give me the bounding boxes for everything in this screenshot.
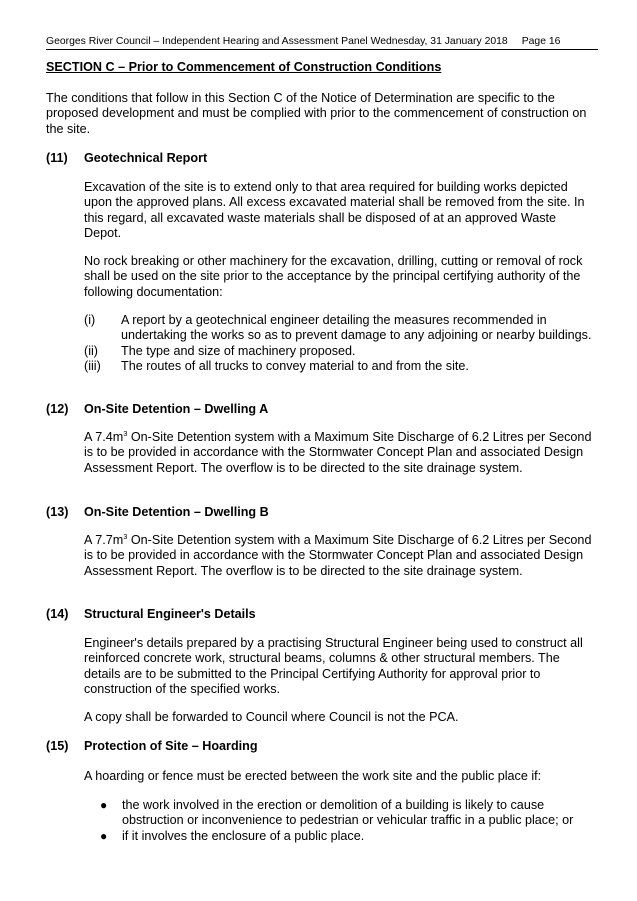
condition-title: Structural Engineer's Details	[84, 607, 256, 621]
superscript: 3	[123, 532, 128, 541]
condition-paragraph: Excavation of the site is to extend only to that area required for building works depicted upon the approved plans. All excess excavated material shall be removed from the site. In this regard, all excavated waste materials shall be disposed of at an approved Waste Depot.	[84, 180, 585, 240]
header-text: Georges River Council – Independent Hearing and Assessment Panel Wednesday, 31 January 2018	[46, 36, 508, 47]
list-item-text: A report by a geotechnical engineer detailing the measures recommended in undertaking the works so as to prevent damage to any adjoining or nearby buildings.	[121, 313, 592, 343]
superscript: 3	[123, 429, 128, 438]
condition-title: Protection of Site – Hoarding	[84, 739, 258, 753]
condition-paragraph: A hoarding or fence must be erected between the work site and the public place if:	[84, 769, 542, 783]
condition-number: (11)	[46, 151, 68, 165]
condition-number: (14)	[46, 607, 69, 621]
list-marker: (ii)	[84, 343, 98, 358]
list-item-text: The routes of all trucks to convey material to and from the site.	[121, 358, 469, 373]
condition-number: (13)	[46, 505, 69, 519]
condition-heading	[46, 402, 268, 416]
condition-paragraph: A copy shall be forwarded to Council where Council is not the PCA.	[84, 710, 459, 724]
bullet-list	[100, 798, 596, 844]
section-title: SECTION C – Prior to Commencement of Construction Conditions	[46, 60, 442, 74]
condition-heading	[46, 607, 256, 621]
condition-number: (15)	[46, 739, 69, 753]
condition-title: On-Site Detention – Dwelling B	[84, 505, 269, 519]
bullet-text: the work involved in the erection or demolition of a building is likely to cause obstruction or inconvenience to pedestrian or vehicular traffic in a public place; or	[122, 798, 574, 828]
running-header	[46, 36, 598, 50]
list-marker: (i)	[84, 313, 96, 327]
page-number: Page 16	[521, 36, 561, 47]
list-item-text: The type and size of machinery proposed.	[121, 343, 356, 358]
condition-paragraph: Engineer's details prepared by a practising Structural Engineer being used to construct all reinforced concrete work, structural beams, columns & other structural members. The details are to be submitted to the Principal Certifying Authority for approval prior to construction of the specified works.	[84, 636, 583, 696]
condition-number: (12)	[46, 402, 69, 416]
volume-text: A 7.7m	[84, 533, 124, 547]
bullet-text: if it involves the enclosure of a public place.	[122, 828, 365, 843]
bullet-icon: ●	[100, 798, 108, 812]
list-item	[84, 344, 596, 359]
condition-paragraph: No rock breaking or other machinery for the excavation, drilling, cutting or removal of rock shall be used on the site prior to the acceptance by the principal certifying authority of the following documentation:	[84, 254, 583, 299]
bullet-icon: ●	[100, 828, 108, 843]
bullet-item	[100, 798, 596, 829]
condition-paragraph	[84, 533, 596, 579]
condition-paragraph	[84, 430, 596, 476]
paragraph-text: On-Site Detention system with a Maximum Site Discharge of 6.2 Litres per Second is to be provided in accordance with the Stormwater Concept Plan and associated Design Assessment Report. The overflow is to be directed to the site drainage system.	[84, 533, 592, 578]
list-item	[84, 359, 596, 374]
condition-heading	[46, 739, 258, 753]
condition-title: On-Site Detention – Dwelling A	[84, 402, 269, 416]
condition-title: Geotechnical Report	[84, 151, 208, 165]
intro-paragraph: The conditions that follow in this Section C of the Notice of Determination are specific to the proposed development and must be complied with prior to the commencement of construction on the site.	[46, 91, 587, 136]
paragraph-text: On-Site Detention system with a Maximum Site Discharge of 6.2 Litres per Second is to be provided in accordance with the Stormwater Concept Plan and associated Design Assessment Report. The overflow is to be directed to the site drainage system.	[84, 430, 592, 475]
volume-text: A 7.4m	[84, 430, 124, 444]
numbered-list	[84, 313, 596, 374]
list-marker: (iii)	[84, 358, 101, 373]
bullet-item	[100, 829, 596, 844]
condition-heading	[46, 151, 207, 165]
list-item	[84, 313, 596, 344]
condition-heading	[46, 505, 269, 519]
